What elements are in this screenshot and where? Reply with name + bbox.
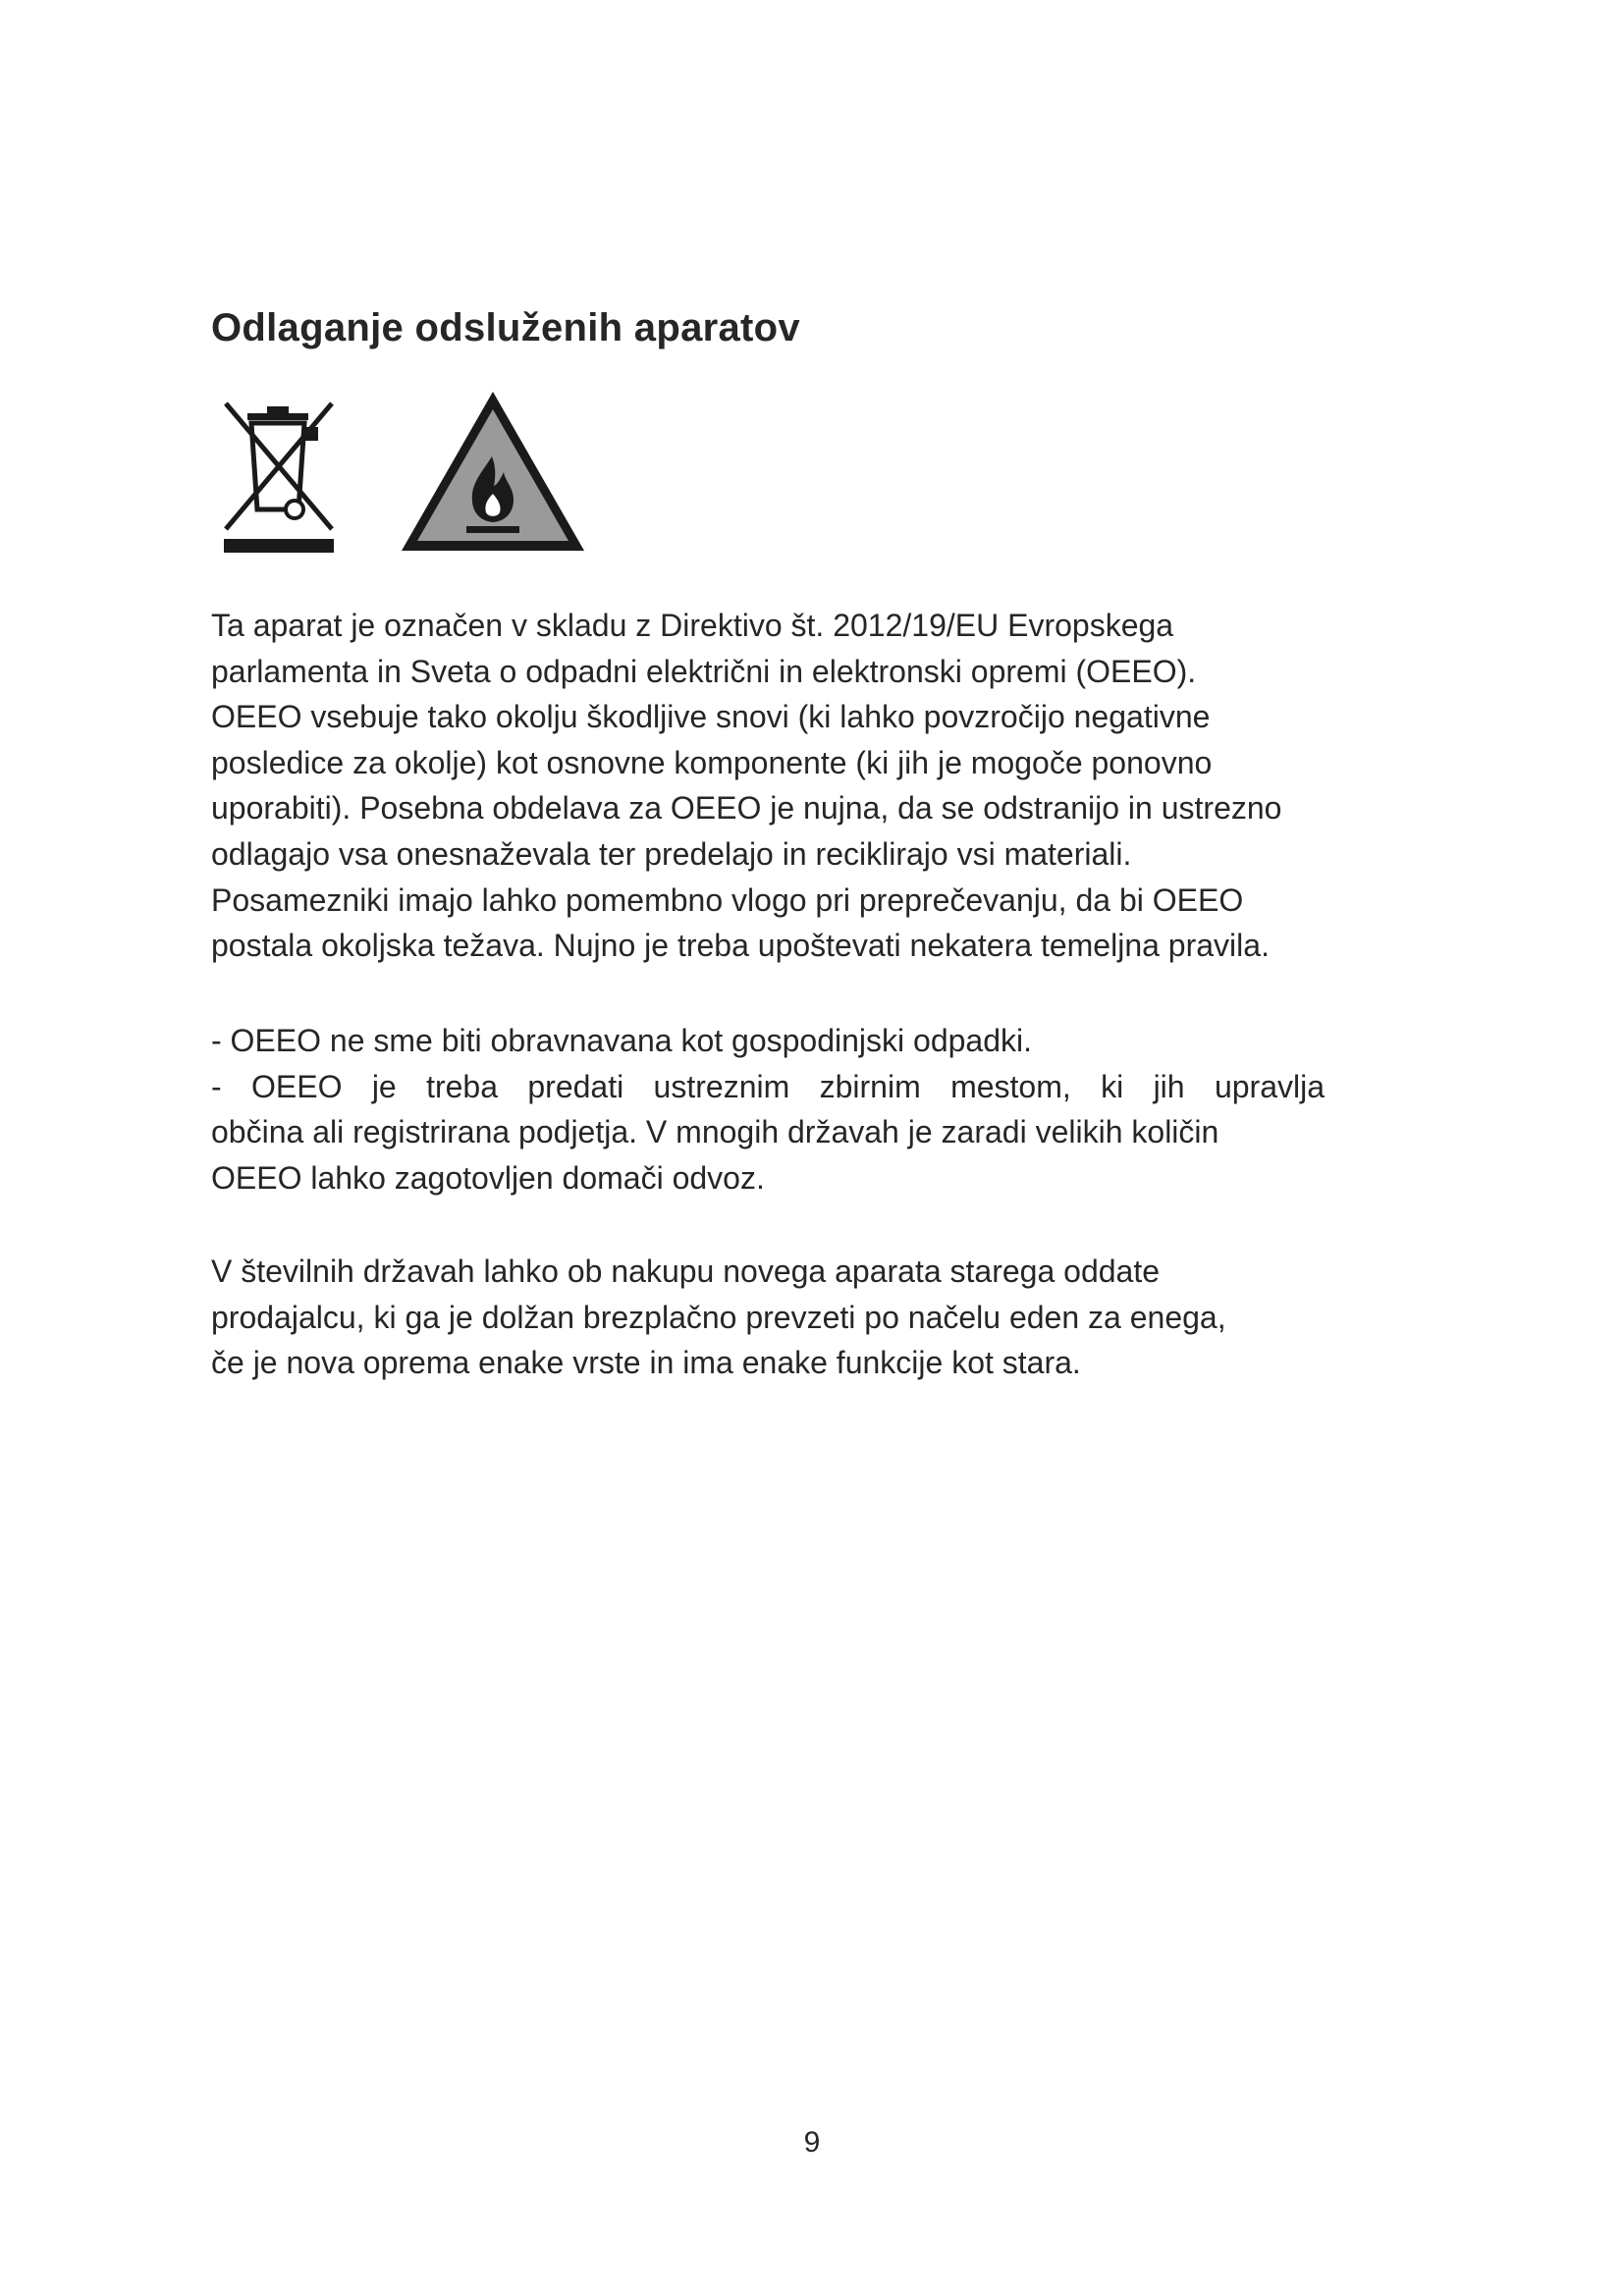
list-item: - OEEO je treba predati ustreznim zbirnim mestom, ki jih upravlja: [211, 1068, 1325, 1104]
weee-directive-paragraph: [211, 603, 1370, 969]
list-item: - OEEO ne sme biti obravnavana kot gospodinjski odpadki.: [211, 1023, 1033, 1058]
text-line: posledice za okolje) kot osnovne komponente (ki jih je mogoče ponovno: [211, 744, 1213, 780]
take-back-paragraph: [211, 1249, 1370, 1386]
text-line: OEEO lahko zagotovljen domači odvoz.: [211, 1159, 765, 1196]
text-line: občina ali registrirana podjetja. V mnogih državah je zaradi velikih količin: [211, 1114, 1219, 1150]
text-line: Posamezniki imajo lahko pomembno vlogo pri preprečevanju, da bi OEEO: [211, 881, 1244, 918]
safety-symbols: [218, 388, 591, 560]
text-line: postala okoljska težava. Nujno je treba upoštevati nekatera temeljna pravila.: [211, 928, 1270, 964]
text-line: OEEO vsebuje tako okolju škodljive snovi (ki lahko povzročijo negativne: [211, 699, 1211, 735]
text-line: če je nova oprema enake vrste in ima enake funkcije kot stara.: [211, 1345, 1081, 1381]
crossed-out-wheelie-bin-icon: [218, 392, 344, 555]
disposal-rules-list: [211, 1018, 1370, 1201]
text-line: parlamenta in Sveta o odpadni električni in elektronski opremi (OEEO).: [211, 653, 1197, 689]
page-title: Odlaganje odsluženih aparatov: [211, 306, 800, 349]
text-line: V številnih državah lahko ob nakupu novega aparata starega oddate: [211, 1254, 1161, 1289]
text-line: Ta aparat je označen v skladu z Direktivo št. 2012/19/EU Evropskega: [211, 608, 1174, 643]
page-number: 9: [803, 2126, 821, 2159]
flammable-warning-icon: [398, 388, 588, 555]
text-line: prodajalcu, ki ga je dolžan brezplačno prevzeti po načelu eden za enega,: [211, 1299, 1226, 1335]
text-line: uporabiti). Posebna obdelava za OEEO je nujna, da se odstranijo in ustrezno: [211, 790, 1282, 827]
text-line: odlagajo vsa onesnaževala ter predelajo in reciklirajo vsi materiali.: [211, 835, 1132, 872]
